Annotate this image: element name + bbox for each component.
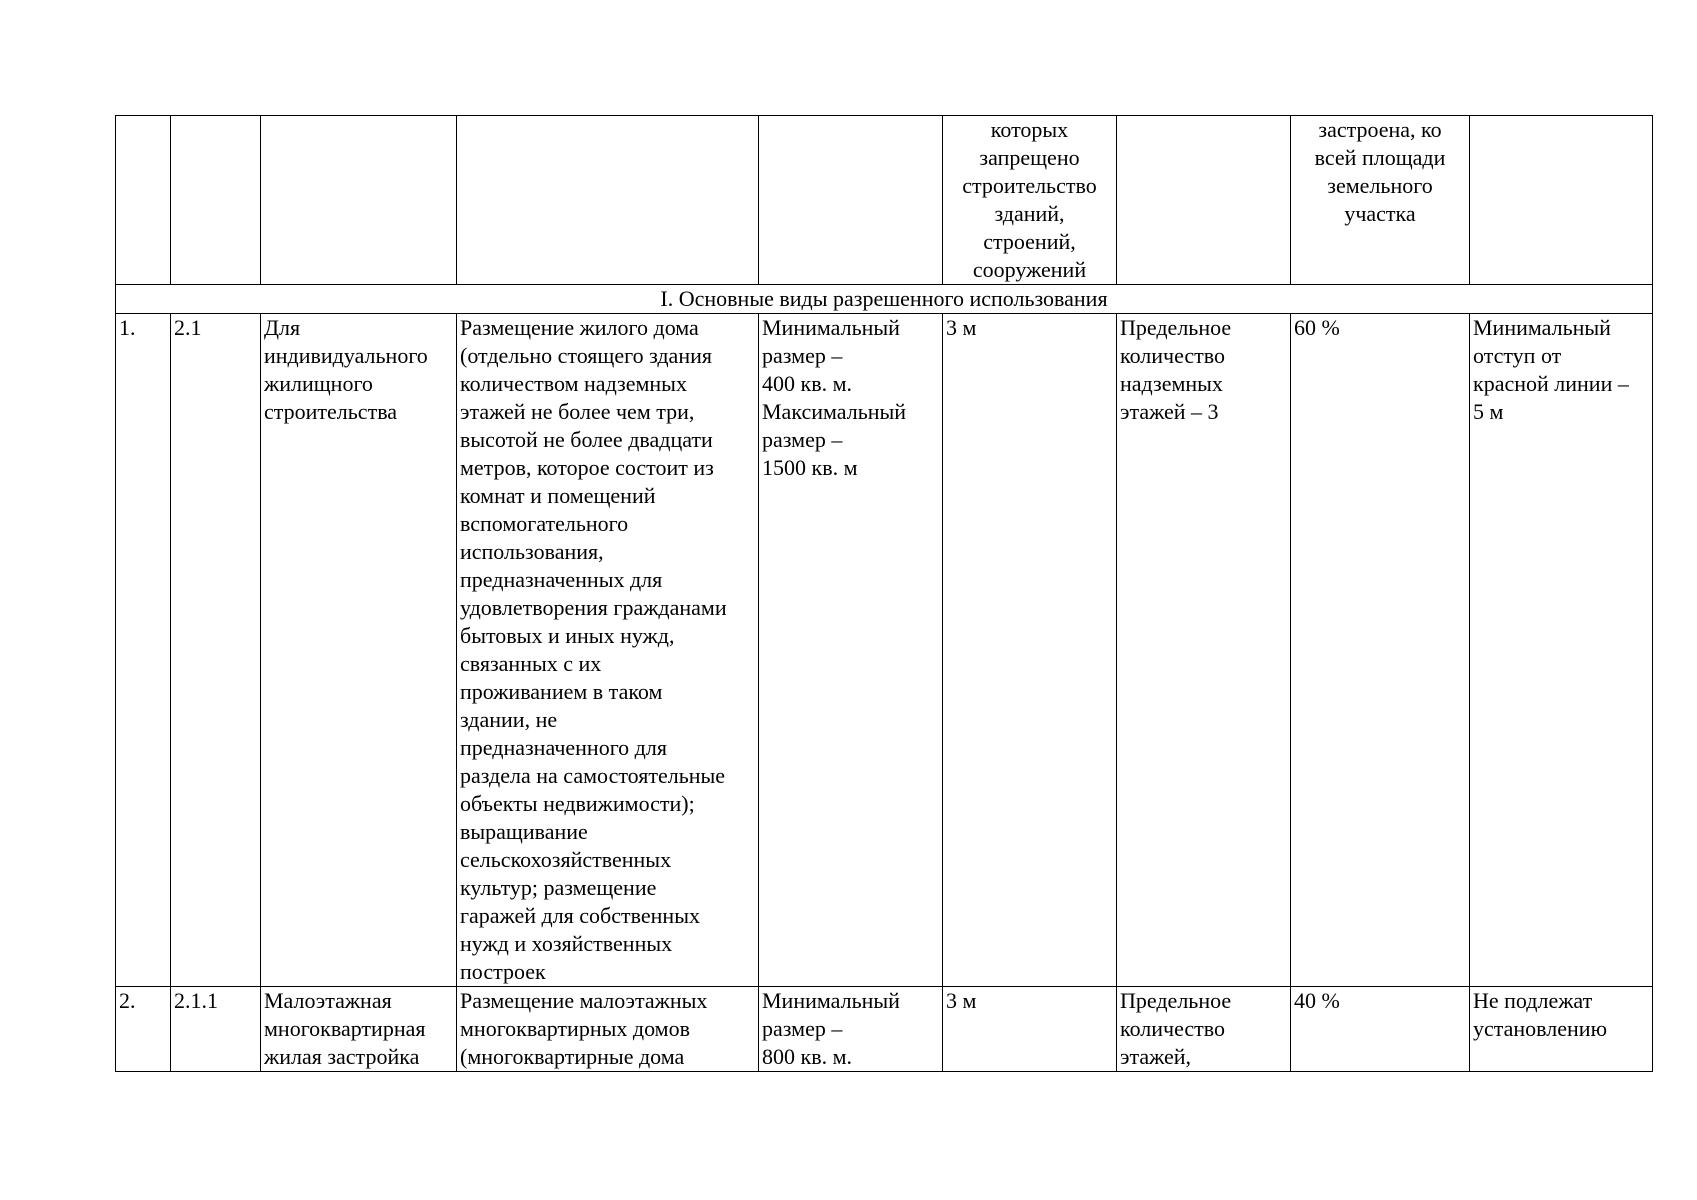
- section-row: [116, 285, 1653, 314]
- row-other-text: Минимальный отступ от красной линии – 5 м: [1473, 315, 1629, 424]
- regulations-table: [115, 115, 1653, 1072]
- row-coverage-text: 40 %: [1294, 988, 1340, 1013]
- row-other: [1470, 314, 1653, 987]
- header-setback-text: которых запрещено строительство зданий, строений, сооружений: [962, 117, 1097, 282]
- row-plot-size: [759, 314, 943, 987]
- row-coverage-text: 60 %: [1294, 315, 1340, 340]
- row-coverage: [1291, 314, 1470, 987]
- row-description: [457, 314, 759, 987]
- row-coverage: [1291, 987, 1470, 1072]
- header-continuation-row: [116, 116, 1653, 285]
- header-cell-setback: [943, 116, 1117, 285]
- row-name-text: Для индивидуального жилищного строительства: [264, 315, 428, 424]
- header-cell-coverage: [1291, 116, 1470, 285]
- header-cell-floors: [1117, 116, 1291, 285]
- row-description-text: Размещение малоэтажных многоквартирных домов (многоквартирные дома: [460, 988, 708, 1069]
- row-code: [171, 987, 261, 1072]
- row-code-text: 2.1: [174, 315, 202, 340]
- table-row: [116, 314, 1653, 987]
- row-name: [261, 314, 457, 987]
- header-cell-code: [171, 116, 261, 285]
- row-plot-size-text: Минимальный размер – 800 кв. м.: [762, 988, 900, 1069]
- row-floors: [1117, 987, 1291, 1072]
- row-other: [1470, 987, 1653, 1072]
- row-other-text: Не подлежат установлению: [1473, 988, 1608, 1041]
- header-cell-num: [116, 116, 171, 285]
- row-description: [457, 987, 759, 1072]
- table-row: [116, 987, 1653, 1072]
- row-num-text: 2.: [119, 988, 136, 1013]
- row-floors-text: Предельное количество надземных этажей – 3: [1120, 315, 1232, 424]
- row-plot-size: [759, 987, 943, 1072]
- row-setback: [943, 987, 1117, 1072]
- row-code-text: 2.1.1: [174, 988, 218, 1013]
- row-setback: [943, 314, 1117, 987]
- row-setback-text: 3 м: [946, 315, 977, 340]
- row-code: [171, 314, 261, 987]
- row-num: [116, 314, 171, 987]
- row-setback-text: 3 м: [946, 988, 977, 1013]
- header-cell-name: [261, 116, 457, 285]
- header-cell-other: [1470, 116, 1653, 285]
- row-num-text: 1.: [119, 315, 136, 340]
- row-name-text: Малоэтажная многоквартирная жилая застройка: [264, 988, 426, 1069]
- header-coverage-text: застроена, ко всей площади земельного участка: [1314, 117, 1446, 226]
- section-title: I. Основные виды разрешенного использования: [116, 285, 1653, 314]
- row-name: [261, 987, 457, 1072]
- row-floors: [1117, 314, 1291, 987]
- row-num: [116, 987, 171, 1072]
- header-cell-description: [457, 116, 759, 285]
- header-cell-plot-size: [759, 116, 943, 285]
- row-floors-text: Предельное количество этажей,: [1120, 988, 1232, 1069]
- row-plot-size-text: Минимальный размер – 400 кв. м. Максимальный размер – 1500 кв. м: [762, 315, 907, 480]
- row-description-text: Размещение жилого дома (отдельно стоящего здания количеством надземных этажей не более чем три, высотой не более двадцати метров, которое состоит из комнат и помещений вспомогательного использования, предназначенных для удовлетворения гражданами бытовых и иных нужд, связанных с их проживанием в таком здании, не предназначенного для раздела на самостоятельные объекты недвижимости); выращивание сельскохозяйственных культур; размещение гаражей для собственных нужд и хозяйственных построек: [460, 315, 727, 984]
